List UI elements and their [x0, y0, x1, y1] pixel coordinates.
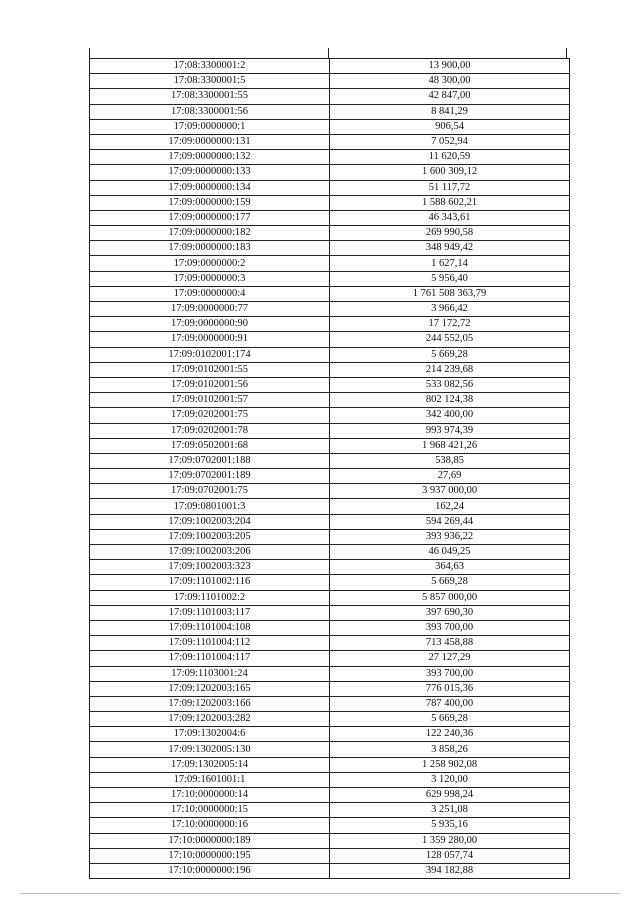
- cadastral-number-cell: 17:09:0202001:78: [90, 423, 330, 438]
- value-cell: 394 182,88: [330, 863, 570, 878]
- cadastral-number-cell: 17:09:1202003:282: [90, 712, 330, 727]
- cadastral-number-cell: 17:09:0000000:4: [90, 286, 330, 301]
- cadastral-number-cell: 17:09:0102001:55: [90, 362, 330, 377]
- cadastral-number-cell: 17:09:0702001:75: [90, 484, 330, 499]
- table-row: [90, 833, 570, 848]
- value-cell: 594 269,44: [330, 514, 570, 529]
- table-row: [90, 696, 570, 711]
- table-row: [90, 681, 570, 696]
- table-row: [90, 104, 570, 119]
- table-row: [90, 469, 570, 484]
- value-cell: 5 669,28: [330, 575, 570, 590]
- table-row: [90, 499, 570, 514]
- table-top-border-middle: [328, 48, 329, 58]
- cadastral-number-cell: 17:09:0000000:131: [90, 134, 330, 149]
- cadastral-number-cell: 17:09:0000000:182: [90, 226, 330, 241]
- table-row: [90, 453, 570, 468]
- value-cell: 27 127,29: [330, 651, 570, 666]
- cadastral-number-cell: 17:09:1002003:323: [90, 560, 330, 575]
- cadastral-number-cell: 17:09:1202003:165: [90, 681, 330, 696]
- cadastral-number-cell: 17:10:0000000:14: [90, 788, 330, 803]
- table-row: [90, 423, 570, 438]
- table-row: [90, 514, 570, 529]
- cadastral-number-cell: 17:09:1101004:112: [90, 636, 330, 651]
- cadastre-table-container: [89, 58, 567, 879]
- value-cell: 538,85: [330, 453, 570, 468]
- value-cell: 3 858,26: [330, 742, 570, 757]
- value-cell: 46 343,61: [330, 210, 570, 225]
- table-row: [90, 560, 570, 575]
- value-cell: 364,63: [330, 560, 570, 575]
- cadastral-number-cell: 17:10:0000000:189: [90, 833, 330, 848]
- cadastral-number-cell: 17:08:3300001:5: [90, 74, 330, 89]
- value-cell: 1 600 309,12: [330, 165, 570, 180]
- table-row: [90, 165, 570, 180]
- table-row: [90, 271, 570, 286]
- value-cell: 42 847,00: [330, 89, 570, 104]
- value-cell: 393 700,00: [330, 666, 570, 681]
- table-row: [90, 302, 570, 317]
- table-row: [90, 772, 570, 787]
- value-cell: 48 300,00: [330, 74, 570, 89]
- table-row: [90, 134, 570, 149]
- value-cell: 348 949,42: [330, 241, 570, 256]
- cadastre-value-table: [89, 58, 570, 879]
- cadastral-number-cell: 17:09:1002003:205: [90, 529, 330, 544]
- table-row: [90, 742, 570, 757]
- cadastral-number-cell: 17:09:0702001:189: [90, 469, 330, 484]
- value-cell: 5 669,28: [330, 712, 570, 727]
- value-cell: 13 900,00: [330, 59, 570, 74]
- cadastral-number-cell: 17:08:3300001:2: [90, 59, 330, 74]
- value-cell: 3 251,08: [330, 803, 570, 818]
- value-cell: 7 052,94: [330, 134, 570, 149]
- value-cell: 1 258 902,08: [330, 757, 570, 772]
- value-cell: 1 968 421,26: [330, 438, 570, 453]
- table-row: [90, 590, 570, 605]
- page-footer-divider: [20, 893, 620, 894]
- table-row: [90, 651, 570, 666]
- cadastral-number-cell: 17:09:0000000:133: [90, 165, 330, 180]
- table-row: [90, 712, 570, 727]
- table-top-border-left: [89, 48, 90, 58]
- value-cell: 122 240,36: [330, 727, 570, 742]
- value-cell: 128 057,74: [330, 848, 570, 863]
- table-row: [90, 727, 570, 742]
- value-cell: 3 120,00: [330, 772, 570, 787]
- table-row: [90, 393, 570, 408]
- table-row: [90, 438, 570, 453]
- table-row: [90, 362, 570, 377]
- value-cell: 776 015,36: [330, 681, 570, 696]
- cadastral-number-cell: 17:09:1302005:130: [90, 742, 330, 757]
- cadastral-number-cell: 17:09:1302005:14: [90, 757, 330, 772]
- value-cell: 269 990,58: [330, 226, 570, 241]
- cadastral-number-cell: 17:09:0102001:57: [90, 393, 330, 408]
- value-cell: 787 400,00: [330, 696, 570, 711]
- value-cell: 51 117,72: [330, 180, 570, 195]
- value-cell: 802 124,38: [330, 393, 570, 408]
- value-cell: 244 552,05: [330, 332, 570, 347]
- table-row: [90, 347, 570, 362]
- cadastral-number-cell: 17:09:1101003:117: [90, 605, 330, 620]
- table-row: [90, 59, 570, 74]
- cadastral-number-cell: 17:09:0000000:2: [90, 256, 330, 271]
- cadastral-number-cell: 17:09:0000000:91: [90, 332, 330, 347]
- cadastral-number-cell: 17:09:0000000:3: [90, 271, 330, 286]
- cadastral-number-cell: 17:09:1101004:108: [90, 620, 330, 635]
- table-row: [90, 256, 570, 271]
- table-row: [90, 119, 570, 134]
- table-top-border-right: [566, 48, 567, 58]
- cadastral-number-cell: 17:09:0000000:90: [90, 317, 330, 332]
- cadastral-number-cell: 17:09:0102001:174: [90, 347, 330, 362]
- cadastral-number-cell: 17:09:0801001:3: [90, 499, 330, 514]
- cadastral-number-cell: 17:09:0000000:77: [90, 302, 330, 317]
- cadastral-number-cell: 17:08:3300001:56: [90, 104, 330, 119]
- value-cell: 27,69: [330, 469, 570, 484]
- cadastral-number-cell: 17:09:0000000:177: [90, 210, 330, 225]
- cadastral-number-cell: 17:09:0702001:188: [90, 453, 330, 468]
- cadastral-number-cell: 17:09:1103001:24: [90, 666, 330, 681]
- cadastral-number-cell: 17:09:0000000:183: [90, 241, 330, 256]
- cadastral-number-cell: 17:09:1601001:1: [90, 772, 330, 787]
- value-cell: 1 761 508 363,79: [330, 286, 570, 301]
- value-cell: 162,24: [330, 499, 570, 514]
- value-cell: 1 359 280,00: [330, 833, 570, 848]
- table-row: [90, 788, 570, 803]
- table-row: [90, 545, 570, 560]
- value-cell: 214 239,68: [330, 362, 570, 377]
- value-cell: 713 458,88: [330, 636, 570, 651]
- table-row: [90, 226, 570, 241]
- cadastral-number-cell: 17:09:0202001:75: [90, 408, 330, 423]
- cadastral-number-cell: 17:09:0000000:134: [90, 180, 330, 195]
- value-cell: 3 937 000,00: [330, 484, 570, 499]
- cadastral-number-cell: 17:09:1101004:117: [90, 651, 330, 666]
- value-cell: 1 627,14: [330, 256, 570, 271]
- cadastral-number-cell: 17:09:0502001:68: [90, 438, 330, 453]
- cadastral-number-cell: 17:09:0000000:159: [90, 195, 330, 210]
- cadastral-number-cell: 17:09:1202003:166: [90, 696, 330, 711]
- table-row: [90, 863, 570, 878]
- table-row: [90, 377, 570, 392]
- value-cell: 11 620,59: [330, 150, 570, 165]
- cadastral-number-cell: 17:09:0000000:1: [90, 119, 330, 134]
- cadastral-number-cell: 17:10:0000000:16: [90, 818, 330, 833]
- table-row: [90, 605, 570, 620]
- table-row: [90, 195, 570, 210]
- value-cell: 393 936,22: [330, 529, 570, 544]
- cadastral-number-cell: 17:09:1302004:6: [90, 727, 330, 742]
- cadastral-number-cell: 17:09:1002003:204: [90, 514, 330, 529]
- table-row: [90, 317, 570, 332]
- value-cell: 5 669,28: [330, 347, 570, 362]
- table-row: [90, 332, 570, 347]
- table-row: [90, 286, 570, 301]
- value-cell: 5 857 000,00: [330, 590, 570, 605]
- value-cell: 906,54: [330, 119, 570, 134]
- value-cell: 5 935,16: [330, 818, 570, 833]
- cadastral-number-cell: 17:09:1101002:2: [90, 590, 330, 605]
- table-row: [90, 757, 570, 772]
- table-row: [90, 210, 570, 225]
- table-row: [90, 620, 570, 635]
- value-cell: 1 588 602,21: [330, 195, 570, 210]
- value-cell: 993 974,39: [330, 423, 570, 438]
- value-cell: 3 966,42: [330, 302, 570, 317]
- cadastral-number-cell: 17:08:3300001:55: [90, 89, 330, 104]
- table-row: [90, 150, 570, 165]
- table-row: [90, 636, 570, 651]
- cadastral-number-cell: 17:09:1101002:116: [90, 575, 330, 590]
- table-row: [90, 666, 570, 681]
- value-cell: 533 082,56: [330, 377, 570, 392]
- value-cell: 8 841,29: [330, 104, 570, 119]
- table-row: [90, 529, 570, 544]
- value-cell: 342 400,00: [330, 408, 570, 423]
- cadastral-number-cell: 17:09:0102001:56: [90, 377, 330, 392]
- table-row: [90, 575, 570, 590]
- value-cell: 5 956,40: [330, 271, 570, 286]
- value-cell: 393 700,00: [330, 620, 570, 635]
- table-row: [90, 803, 570, 818]
- cadastral-number-cell: 17:10:0000000:196: [90, 863, 330, 878]
- table-body: [90, 59, 570, 879]
- table-row: [90, 484, 570, 499]
- table-row: [90, 74, 570, 89]
- table-row: [90, 89, 570, 104]
- value-cell: 46 049,25: [330, 545, 570, 560]
- table-row: [90, 408, 570, 423]
- cadastral-number-cell: 17:10:0000000:195: [90, 848, 330, 863]
- table-row: [90, 818, 570, 833]
- value-cell: 629 998,24: [330, 788, 570, 803]
- table-row: [90, 241, 570, 256]
- cadastral-number-cell: 17:09:0000000:132: [90, 150, 330, 165]
- cadastral-number-cell: 17:10:0000000:15: [90, 803, 330, 818]
- table-row: [90, 848, 570, 863]
- value-cell: 397 690,30: [330, 605, 570, 620]
- table-row: [90, 180, 570, 195]
- cadastral-number-cell: 17:09:1002003:206: [90, 545, 330, 560]
- value-cell: 17 172,72: [330, 317, 570, 332]
